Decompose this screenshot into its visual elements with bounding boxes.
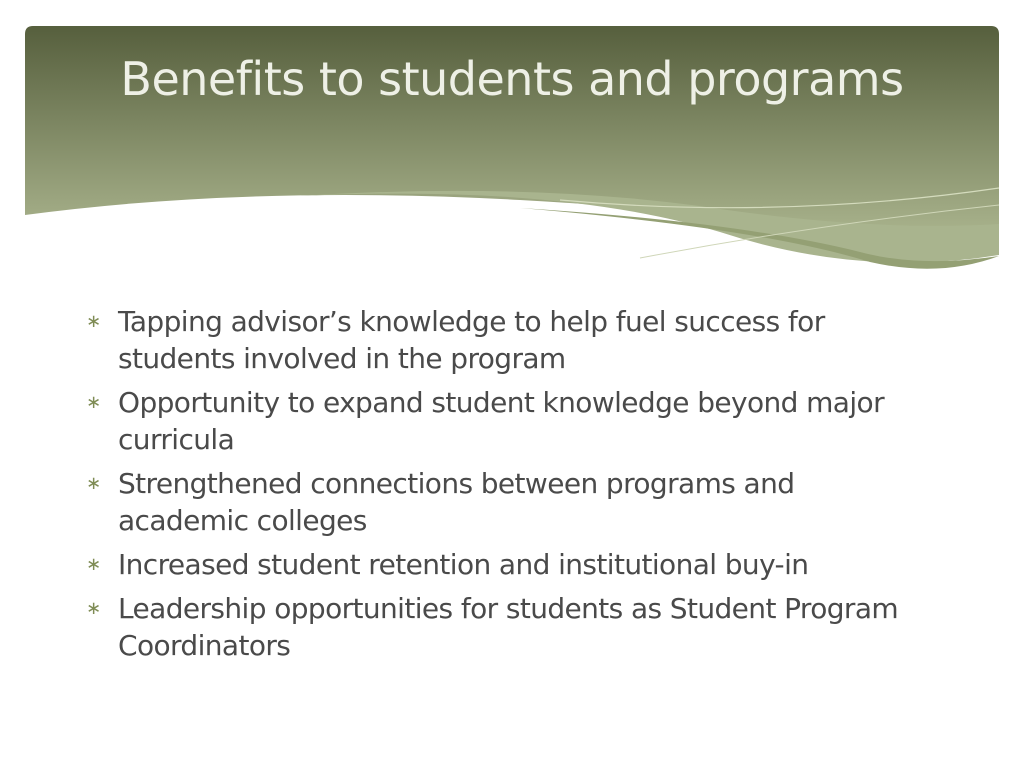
list-item <box>86 384 906 458</box>
asterisk-bullet-icon: ∗ <box>86 392 101 413</box>
bullet-text: Increased student retention and institutional buy-in <box>118 548 809 581</box>
slide-title: Benefits to students and programs <box>120 52 904 106</box>
asterisk-bullet-icon: ∗ <box>86 311 101 332</box>
list-item <box>86 590 906 664</box>
bullet-text: Opportunity to expand student knowledge beyond major curricula <box>118 386 884 456</box>
bullet-text: Tapping advisor’s knowledge to help fuel success for students involved in the program <box>118 305 825 375</box>
asterisk-bullet-icon: ∗ <box>86 554 101 575</box>
list-item <box>86 546 906 583</box>
asterisk-bullet-icon: ∗ <box>86 473 101 494</box>
list-item <box>86 303 906 377</box>
bullet-text: Leadership opportunities for students as Student Program Coordinators <box>118 592 899 662</box>
bullet-list <box>86 303 906 671</box>
header-banner <box>0 0 1024 300</box>
list-item <box>86 465 906 539</box>
bullet-text: Strengthened connections between programs and academic colleges <box>118 467 795 537</box>
asterisk-bullet-icon: ∗ <box>86 598 101 619</box>
